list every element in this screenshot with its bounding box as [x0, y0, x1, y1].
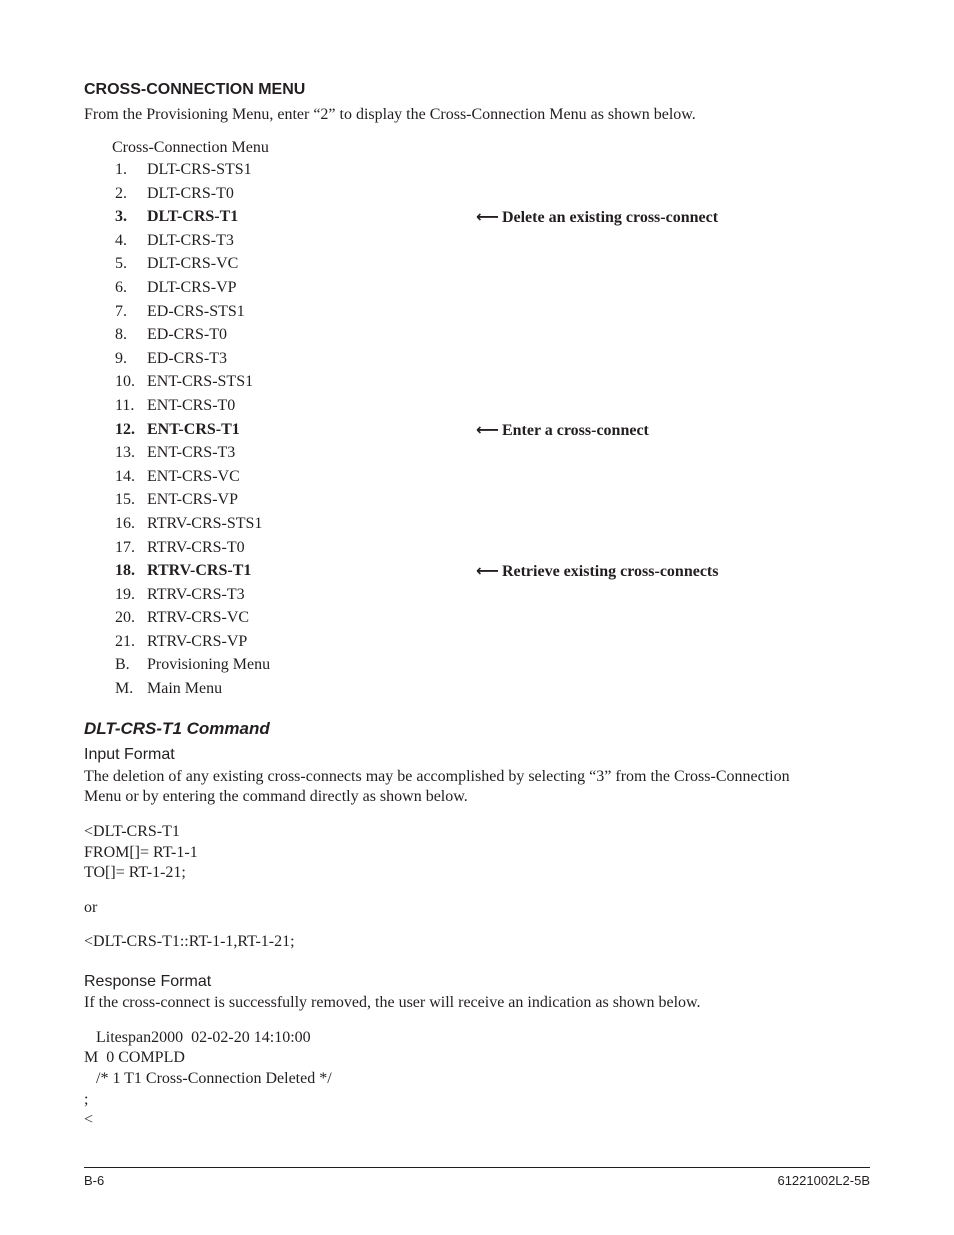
menu-item-number: 9.	[115, 349, 127, 367]
menu-item-label: ENT-CRS-T3	[147, 444, 236, 462]
menu-item-number: 2.	[115, 184, 127, 202]
left-arrow-icon: ⟵	[476, 561, 499, 581]
response-format-heading: Response Format	[84, 973, 212, 990]
menu-item-number: 15.	[115, 491, 135, 509]
menu-item	[115, 514, 815, 538]
menu-item-label: RTRV-CRS-VP	[147, 632, 248, 650]
menu-item-number: 20.	[115, 609, 135, 627]
menu-item	[115, 207, 815, 231]
menu-item-number: 21.	[115, 632, 135, 650]
input-format-paragraph-line2: Menu or by entering the command directly as shown below.	[84, 788, 468, 805]
menu-item-number: 12.	[115, 420, 135, 438]
menu-item	[115, 325, 815, 349]
menu-item-number: 4.	[115, 231, 127, 249]
menu-item-number: 13.	[115, 444, 135, 462]
menu-item-number: 17.	[115, 538, 135, 556]
annotation-text: Enter a cross-connect	[501, 421, 649, 439]
menu-item-label: ENT-CRS-VC	[147, 467, 240, 485]
menu-item	[115, 632, 815, 656]
menu-item	[115, 372, 815, 396]
code-line: TO[]= RT-1-21;	[84, 864, 186, 881]
menu-item-number: 1.	[115, 161, 127, 178]
menu-item-number: 7.	[115, 302, 127, 320]
footer-rule	[84, 1167, 870, 1168]
response-line: M 0 COMPLD	[84, 1049, 185, 1066]
menu-item	[115, 538, 815, 562]
annotation-text: Delete an existing cross-connect	[501, 209, 719, 227]
menu-item-annotation	[476, 207, 718, 228]
response-format-paragraph: If the cross-connect is successfully removed, the user will receive an indication as shown below.	[84, 994, 701, 1011]
menu-item-label: ED-CRS-STS1	[147, 302, 245, 320]
menu-item-label: Main Menu	[147, 680, 223, 698]
code-line: FROM[]= RT-1-1	[84, 844, 198, 861]
footer-document-number: 61221002L2-5B	[777, 1173, 870, 1188]
menu-item-label: ED-CRS-T0	[147, 326, 227, 344]
input-format-heading: Input Format	[84, 746, 175, 763]
menu-item	[115, 184, 815, 208]
response-line: <	[84, 1111, 94, 1128]
menu-item	[115, 254, 815, 278]
menu-item-annotation	[476, 420, 649, 441]
menu-item-label: RTRV-CRS-T3	[147, 585, 245, 603]
menu-item-number: 8.	[115, 326, 127, 344]
menu-item	[115, 349, 815, 373]
menu-item	[115, 467, 815, 491]
menu-item-label: DLT-CRS-STS1	[147, 161, 252, 178]
code-line: <DLT-CRS-T1	[84, 823, 180, 840]
menu-item	[115, 561, 815, 585]
menu-item-number: 14.	[115, 467, 135, 485]
menu-item-label: ENT-CRS-VP	[147, 491, 238, 509]
menu-item	[115, 160, 815, 184]
menu-item-number: 19.	[115, 585, 135, 603]
menu-item-label: RTRV-CRS-VC	[147, 609, 250, 627]
annotation-text: Retrieve existing cross-connects	[501, 563, 719, 581]
menu-item-number: 11.	[115, 396, 135, 414]
menu-item	[115, 302, 815, 326]
footer-page-number: B-6	[84, 1173, 105, 1188]
menu-item-label: DLT-CRS-VP	[147, 278, 237, 296]
intro-paragraph: From the Provisioning Menu, enter “2” to display the Cross-Connection Menu as shown below.	[84, 106, 696, 123]
menu-item-number: 3.	[115, 208, 127, 226]
menu-item	[115, 396, 815, 420]
menu-item-number: M.	[115, 680, 134, 698]
menu-item	[115, 443, 815, 467]
command-title: DLT-CRS-T1 Command	[84, 719, 270, 738]
code-line: <DLT-CRS-T1::RT-1-1,RT-1-21;	[84, 933, 295, 950]
menu-item-label: DLT-CRS-T1	[147, 208, 239, 226]
left-arrow-icon: ⟵	[476, 207, 499, 227]
menu-item-number: 18.	[115, 562, 135, 580]
menu-item-label: DLT-CRS-T0	[147, 184, 234, 202]
left-arrow-icon: ⟵	[476, 419, 499, 439]
menu-item-label: ENT-CRS-STS1	[147, 373, 254, 391]
menu-title: Cross-Connection Menu	[112, 139, 269, 156]
menu-item	[115, 420, 815, 444]
menu-item-number: B.	[115, 656, 130, 674]
or-text: or	[84, 899, 98, 916]
response-line: Litespan2000 02-02-20 14:10:00	[84, 1029, 311, 1046]
menu-item-label: DLT-CRS-VC	[147, 255, 239, 273]
menu-item-number: 16.	[115, 514, 135, 532]
menu-item	[115, 278, 815, 302]
menu-item	[115, 585, 815, 609]
menu-item-number: 5.	[115, 255, 127, 273]
menu-item-label: Provisioning Menu	[147, 656, 271, 674]
menu-item-label: DLT-CRS-T3	[147, 231, 234, 249]
menu-list	[115, 160, 815, 703]
menu-item-label: RTRV-CRS-STS1	[147, 514, 263, 532]
response-line: /* 1 T1 Cross-Connection Deleted */	[84, 1070, 332, 1087]
response-line: ;	[84, 1091, 89, 1108]
menu-item-label: ENT-CRS-T0	[147, 396, 236, 414]
menu-item	[115, 231, 815, 255]
menu-item-number: 6.	[115, 278, 127, 296]
menu-item	[115, 608, 815, 632]
menu-item	[115, 679, 815, 703]
input-format-paragraph-line1: The deletion of any existing cross-connects may be accomplished by selecting “3” from the Cross-Connection	[84, 768, 790, 785]
menu-item-label: ENT-CRS-T1	[147, 420, 240, 438]
menu-item	[115, 655, 815, 679]
section-title: CROSS-CONNECTION MENU	[84, 81, 306, 98]
menu-item-number: 10.	[115, 373, 135, 391]
menu-item	[115, 490, 815, 514]
menu-item-annotation	[476, 561, 718, 582]
menu-item-label: RTRV-CRS-T1	[147, 562, 252, 580]
menu-item-label: ED-CRS-T3	[147, 349, 227, 367]
menu-item-label: RTRV-CRS-T0	[147, 538, 245, 556]
